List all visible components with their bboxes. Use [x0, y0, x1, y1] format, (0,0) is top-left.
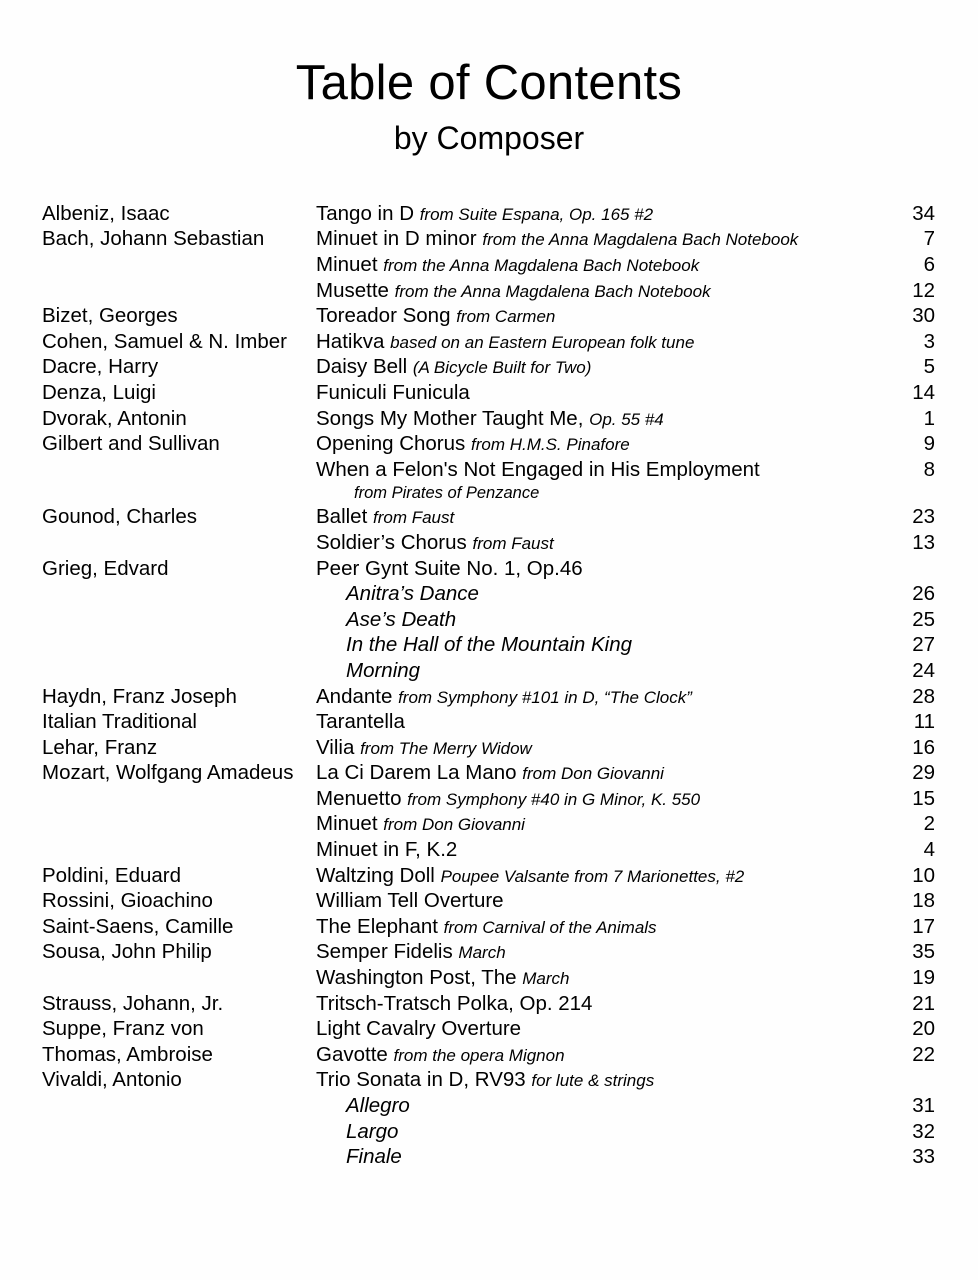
page-number: 20: [912, 1017, 935, 1041]
work-title: [316, 303, 877, 330]
toc-entry-row: [42, 914, 935, 940]
work-title: [316, 226, 877, 253]
page-number: 9: [923, 432, 935, 456]
work-title: [316, 888, 877, 914]
work-title-main: Washington Post, The: [316, 966, 523, 990]
work-title-annotation: March: [458, 943, 506, 963]
page-number: 28: [912, 684, 935, 708]
work-title-main: Finale: [346, 1145, 402, 1169]
toc-entry-row: [42, 735, 935, 761]
toc-entry-row: [42, 709, 935, 735]
toc-entry-row: [42, 1144, 935, 1170]
page-number: 32: [912, 1119, 935, 1143]
work-title-main: Trio Sonata in D, RV93: [316, 1068, 532, 1092]
work-title: [316, 1144, 877, 1170]
title-block: [0, 0, 978, 158]
work-title-main: Ase’s Death: [346, 607, 457, 631]
page-number: 31: [912, 1094, 935, 1118]
page-number: 14: [912, 380, 935, 404]
work-title-annotation: from Don Giovanni: [383, 815, 525, 835]
work-title: [316, 914, 877, 941]
work-title-main: Toreador Song: [316, 304, 457, 328]
work-title: [316, 556, 877, 582]
work-title-main: Light Cavalry Overture: [316, 1017, 522, 1041]
composer-name: Cohen, Samuel & N. Imber: [42, 329, 287, 353]
work-title-annotation: from the Anna Magdalena Bach Notebook: [394, 281, 711, 301]
page-number: 10: [912, 863, 935, 887]
toc-entry-row: [42, 530, 935, 556]
page-number: 18: [912, 889, 935, 913]
toc-entry-row: [42, 811, 935, 837]
work-title-annotation: from Suite Espana, Op. 165 #2: [419, 204, 654, 224]
composer-name: Italian Traditional: [42, 710, 197, 734]
toc-entry-row: [42, 991, 935, 1017]
work-title: [316, 786, 877, 813]
toc-entry-row: [42, 354, 935, 380]
toc-entry-row: [42, 658, 935, 684]
work-title-main: Waltzing Doll: [316, 863, 441, 887]
page-number: 5: [923, 355, 935, 379]
page-number: 16: [912, 735, 935, 759]
work-title: [316, 811, 877, 838]
composer-name: Mozart, Wolfgang Amadeus: [42, 761, 294, 785]
toc-entry-row: [42, 888, 935, 914]
work-title-main: Gavotte: [316, 1042, 394, 1066]
toc-entry-row: [42, 504, 935, 530]
toc-entry-row: [42, 1119, 935, 1145]
toc-entry-row: [42, 581, 935, 607]
work-title-annotation: from Faust: [472, 533, 554, 553]
work-title-main: Funiculi Funicula: [316, 380, 470, 404]
toc-entry-row: [42, 1016, 935, 1042]
work-title: [316, 991, 877, 1017]
work-title-main: Vilia: [316, 735, 361, 759]
work-title-main: Morning: [346, 658, 421, 682]
work-title: [316, 431, 877, 458]
work-title: [316, 482, 877, 504]
table-of-contents-list: [0, 201, 978, 1170]
work-title-main: Menuetto: [316, 786, 408, 810]
work-title: [316, 581, 877, 607]
work-title: [316, 1093, 877, 1119]
work-title: [316, 863, 877, 890]
work-title-annotation: (A Bicycle Built for Two): [412, 358, 592, 378]
work-title: [316, 965, 877, 992]
work-title-main: Minuet: [316, 812, 384, 836]
page-number: 12: [912, 278, 935, 302]
work-title: [316, 252, 877, 279]
work-title: [316, 1119, 877, 1145]
work-title-main: Soldier’s Chorus: [316, 530, 473, 554]
work-title: [316, 354, 877, 381]
work-title: [316, 380, 877, 406]
work-title: [316, 709, 877, 735]
page-number: 22: [912, 1042, 935, 1066]
work-title: [316, 1016, 877, 1042]
work-title-annotation: Poupee Valsante from 7 Marionettes, #2: [440, 866, 745, 886]
toc-entry-row: [42, 482, 935, 504]
work-title-annotation: from Don Giovanni: [522, 764, 664, 784]
toc-entry-row: [42, 760, 935, 786]
work-title-main: Daisy Bell: [316, 355, 413, 379]
page-number: 15: [912, 786, 935, 810]
page-number: 21: [912, 991, 935, 1015]
work-title-main: Minuet: [316, 253, 384, 277]
toc-entry-row: [42, 837, 935, 863]
work-title-main: Largo: [346, 1119, 399, 1143]
page-number: 7: [923, 227, 935, 251]
composer-name: Dacre, Harry: [42, 355, 159, 379]
work-title: [316, 201, 877, 228]
work-title: [316, 607, 877, 633]
work-title-main: Allegro: [346, 1094, 410, 1118]
work-title: [316, 760, 877, 787]
work-title: [316, 504, 877, 531]
toc-entry-row: [42, 201, 935, 227]
work-title-main: Musette: [316, 278, 395, 302]
toc-entry-row: [42, 863, 935, 889]
work-title: [316, 658, 877, 684]
work-title-main: Tritsch-Tratsch Polka, Op. 214: [316, 991, 593, 1015]
toc-entry-row: [42, 457, 935, 483]
work-title-annotation: from the Anna Magdalena Bach Notebook: [383, 256, 700, 276]
composer-name: Bach, Johann Sebastian: [42, 227, 265, 251]
composer-name: Grieg, Edvard: [42, 556, 169, 580]
toc-entry-row: [42, 380, 935, 406]
composer-name: Strauss, Johann, Jr.: [42, 991, 224, 1015]
work-title: [316, 406, 877, 433]
toc-entry-row: [42, 965, 935, 991]
work-title-annotation: from H.M.S. Pinafore: [470, 435, 630, 455]
work-title-main: Minuet in D minor: [316, 227, 483, 251]
page-number: 35: [912, 940, 935, 964]
work-title: [316, 530, 877, 557]
work-title-main: Ballet: [316, 505, 373, 529]
work-title-main: Tango in D: [316, 201, 420, 225]
work-title: [316, 837, 877, 863]
work-title-main: Minuet in F, K.2: [316, 838, 458, 862]
toc-entry-row: [42, 252, 935, 278]
work-title-main: Tarantella: [316, 710, 405, 734]
toc-entry-row: [42, 939, 935, 965]
composer-name: Denza, Luigi: [42, 380, 156, 404]
work-title: [316, 278, 877, 305]
toc-entry-row: [42, 329, 935, 355]
composer-name: Bizet, Georges: [42, 304, 178, 328]
page-number: 23: [912, 505, 935, 529]
work-title-main: La Ci Darem La Mano: [316, 761, 523, 785]
toc-entry-row: [42, 431, 935, 457]
toc-entry-row: [42, 406, 935, 432]
composer-name: Suppe, Franz von: [42, 1017, 204, 1041]
page-number: 11: [913, 710, 935, 734]
toc-entry-row: [42, 556, 935, 582]
toc-entry-row: [42, 278, 935, 304]
work-title-main: Opening Chorus: [316, 432, 471, 456]
work-title-annotation: Op. 55 #4: [589, 409, 664, 429]
composer-name: Thomas, Ambroise: [42, 1042, 213, 1066]
work-title-main: Songs My Mother Taught Me,: [316, 406, 590, 430]
work-title-main: Hatikva: [316, 329, 391, 353]
work-title-annotation: March: [522, 969, 570, 989]
page-subtitle: by Composer: [393, 120, 585, 157]
composer-name: Lehar, Franz: [42, 735, 158, 759]
work-title-annotation: from The Merry Widow: [360, 738, 532, 758]
toc-entry-row: [42, 1042, 935, 1068]
page-number: 29: [912, 761, 935, 785]
page-title: Table of Contents: [295, 56, 683, 110]
work-title-main: The Elephant: [316, 914, 444, 938]
page-number: 4: [923, 838, 935, 862]
toc-entry-row: [42, 1067, 935, 1093]
toc-entry-row: [42, 786, 935, 812]
work-title: [316, 684, 877, 711]
work-title-annotation: from Faust: [372, 508, 455, 528]
composer-name: Saint-Saens, Camille: [42, 914, 234, 938]
work-title: [316, 457, 877, 483]
toc-entry-row: [42, 607, 935, 633]
page-number: 3: [923, 329, 935, 353]
work-title-annotation: from Symphony #101 in D, “The Clock”: [398, 687, 692, 707]
page-number: 1: [923, 406, 935, 430]
page-number: 24: [912, 658, 935, 682]
toc-entry-row: [42, 632, 935, 658]
work-title: [316, 632, 877, 658]
composer-name: Gounod, Charles: [42, 505, 197, 529]
work-title-annotation: from Symphony #40 in G Minor, K. 550: [407, 789, 701, 809]
page-number: 2: [923, 812, 935, 836]
work-title-annotation: from Carmen: [456, 307, 556, 327]
page-number: 19: [912, 966, 935, 990]
work-title-main: William Tell Overture: [316, 889, 504, 913]
composer-name: Gilbert and Sullivan: [42, 432, 220, 456]
page-number: 13: [912, 530, 935, 554]
work-title-main: Semper Fidelis: [316, 940, 459, 964]
composer-name: Albeniz, Isaac: [42, 201, 170, 225]
page-number: 25: [912, 607, 935, 631]
work-title: [316, 735, 877, 762]
page-number: 8: [923, 457, 935, 481]
work-title-annotation: from the opera Mignon: [393, 1045, 565, 1065]
composer-name: Vivaldi, Antonio: [42, 1068, 182, 1092]
page-number: 27: [912, 633, 935, 657]
work-title: [316, 939, 877, 966]
work-title-annotation: for lute & strings: [531, 1071, 655, 1091]
composer-name: Haydn, Franz Joseph: [42, 684, 237, 708]
composer-name: Sousa, John Philip: [42, 940, 212, 964]
work-title-annotation: based on an Eastern European folk tune: [390, 332, 695, 352]
composer-name: Rossini, Gioachino: [42, 889, 213, 913]
work-title-main: When a Felon's Not Engaged in His Employment: [316, 457, 760, 481]
work-title-main: In the Hall of the Mountain King: [346, 633, 633, 657]
page-number: 6: [923, 253, 935, 277]
toc-entry-row: [42, 1093, 935, 1119]
composer-name: Dvorak, Antonin: [42, 406, 187, 430]
work-title-annotation: from the Anna Magdalena Bach Notebook: [482, 230, 799, 250]
work-title-main: Anitra’s Dance: [346, 582, 479, 606]
work-title-main: Andante: [316, 684, 399, 708]
work-title: [316, 1042, 877, 1069]
page-number: 26: [912, 582, 935, 606]
page-number: 34: [912, 201, 935, 225]
page-number: 33: [912, 1145, 935, 1169]
composer-name: Poldini, Eduard: [42, 863, 182, 887]
toc-entry-row: [42, 303, 935, 329]
work-title-main: Peer Gynt Suite No. 1, Op.46: [316, 556, 583, 580]
work-title: [316, 329, 877, 356]
work-title: [316, 1067, 877, 1094]
page-number: 30: [912, 304, 935, 328]
work-title-annotation: from Carnival of the Animals: [443, 917, 657, 937]
toc-entry-row: [42, 684, 935, 710]
page-number: 17: [912, 914, 935, 938]
toc-entry-row: [42, 226, 935, 252]
work-title-annotation: from Pirates of Penzance: [354, 484, 540, 503]
